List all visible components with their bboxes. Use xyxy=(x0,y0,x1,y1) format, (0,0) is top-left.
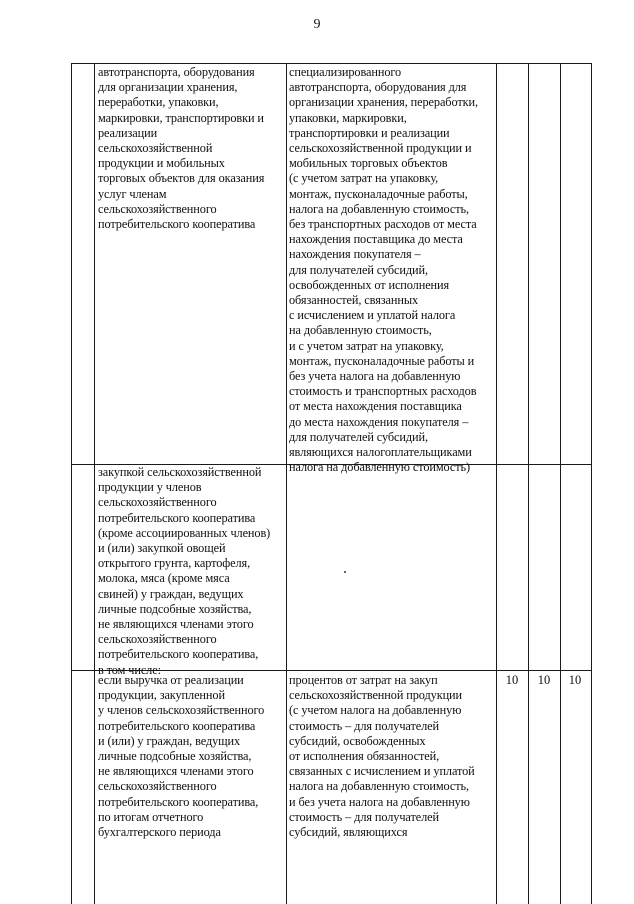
table-border-col5 xyxy=(560,63,561,904)
table-border-col1 xyxy=(94,63,95,904)
table-row-3-value-2: 10 xyxy=(537,673,551,687)
table-row-3-description: если выручка от реализации продукции, закупленной у членов сельскохозяйственного потребительского кооператива и (или) у граждан, ведущих личные подсобные хозяйства, не являющихся членами этого сельскохозяйственного потребительского кооператива, по итогам отчетного бухгалтерского периода xyxy=(98,673,265,840)
table-border-col2 xyxy=(286,63,287,904)
table-row-1-condition: специализированного автотранспорта, оборудования для организации хранения, переработки, упаковки, маркировки, транспортировки и реализации сельскохозяйственной продукции и мобильных торговых объектов (с учетом затрат на упаковку, монтаж, пусконаладочные работы, налога на добавленную стоимость, без транспортных расходов от места нахождения поставщика до места нахождения покупателя – для получателей субсидий, освобожденных от исполнения обязанностей, связанных с исчислением и уплатой налога на добавленную стоимость, и с учетом затрат на упаковку, монтаж, пусконаладочные работы и без учета налога на добавленную стоимость и транспортных расходов от места нахождения поставщика до места нахождения покупателя – для получателей субсидий, являющихся налогоплательщиками налога на добавленную стоимость) xyxy=(289,65,478,475)
table-border-col3 xyxy=(496,63,497,904)
table-border-right xyxy=(591,63,592,904)
table-row-2-description: закупкой сельскохозяйственной продукции у членов сельскохозяйственного потребительского кооператива (кроме ассоциированных членов) и (или) закупкой овощей открытого грунта, картофеля, молока, мяса (кроме мяса свиней) у граждан, ведущих личные подсобные хозяйства, не являющихся членами этого сельскохозяйственного потребительского кооператива, в том числе: xyxy=(98,465,271,677)
table-border-col4 xyxy=(528,63,529,904)
table-border-left xyxy=(71,63,72,904)
table-border-top xyxy=(71,63,592,64)
page-number: 9 xyxy=(313,17,321,32)
table-row-3-value-1: 10 xyxy=(505,673,519,687)
scan-speck xyxy=(344,571,346,573)
table-row-3-value-3: 10 xyxy=(568,673,582,687)
table-row-3-condition: процентов от затрат на закуп сельскохозяйственной продукции (с учетом налога на добавленную стоимость – для получателей субсидий, освобожденных от исполнения обязанностей, связанных с исчислением и уплатой налога на добавленную стоимость, и без учета налога на добавленную стоимость – для получателей субсидий, являющихся xyxy=(289,673,475,840)
table-row-1-description: автотранспорта, оборудования для организации хранения, переработки, упаковки, маркировки, транспортировки и реализации сельскохозяйственной продукции и мобильных торговых объектов для оказания услуг членам сельскохозяйственного потребительского кооператива xyxy=(98,65,265,232)
